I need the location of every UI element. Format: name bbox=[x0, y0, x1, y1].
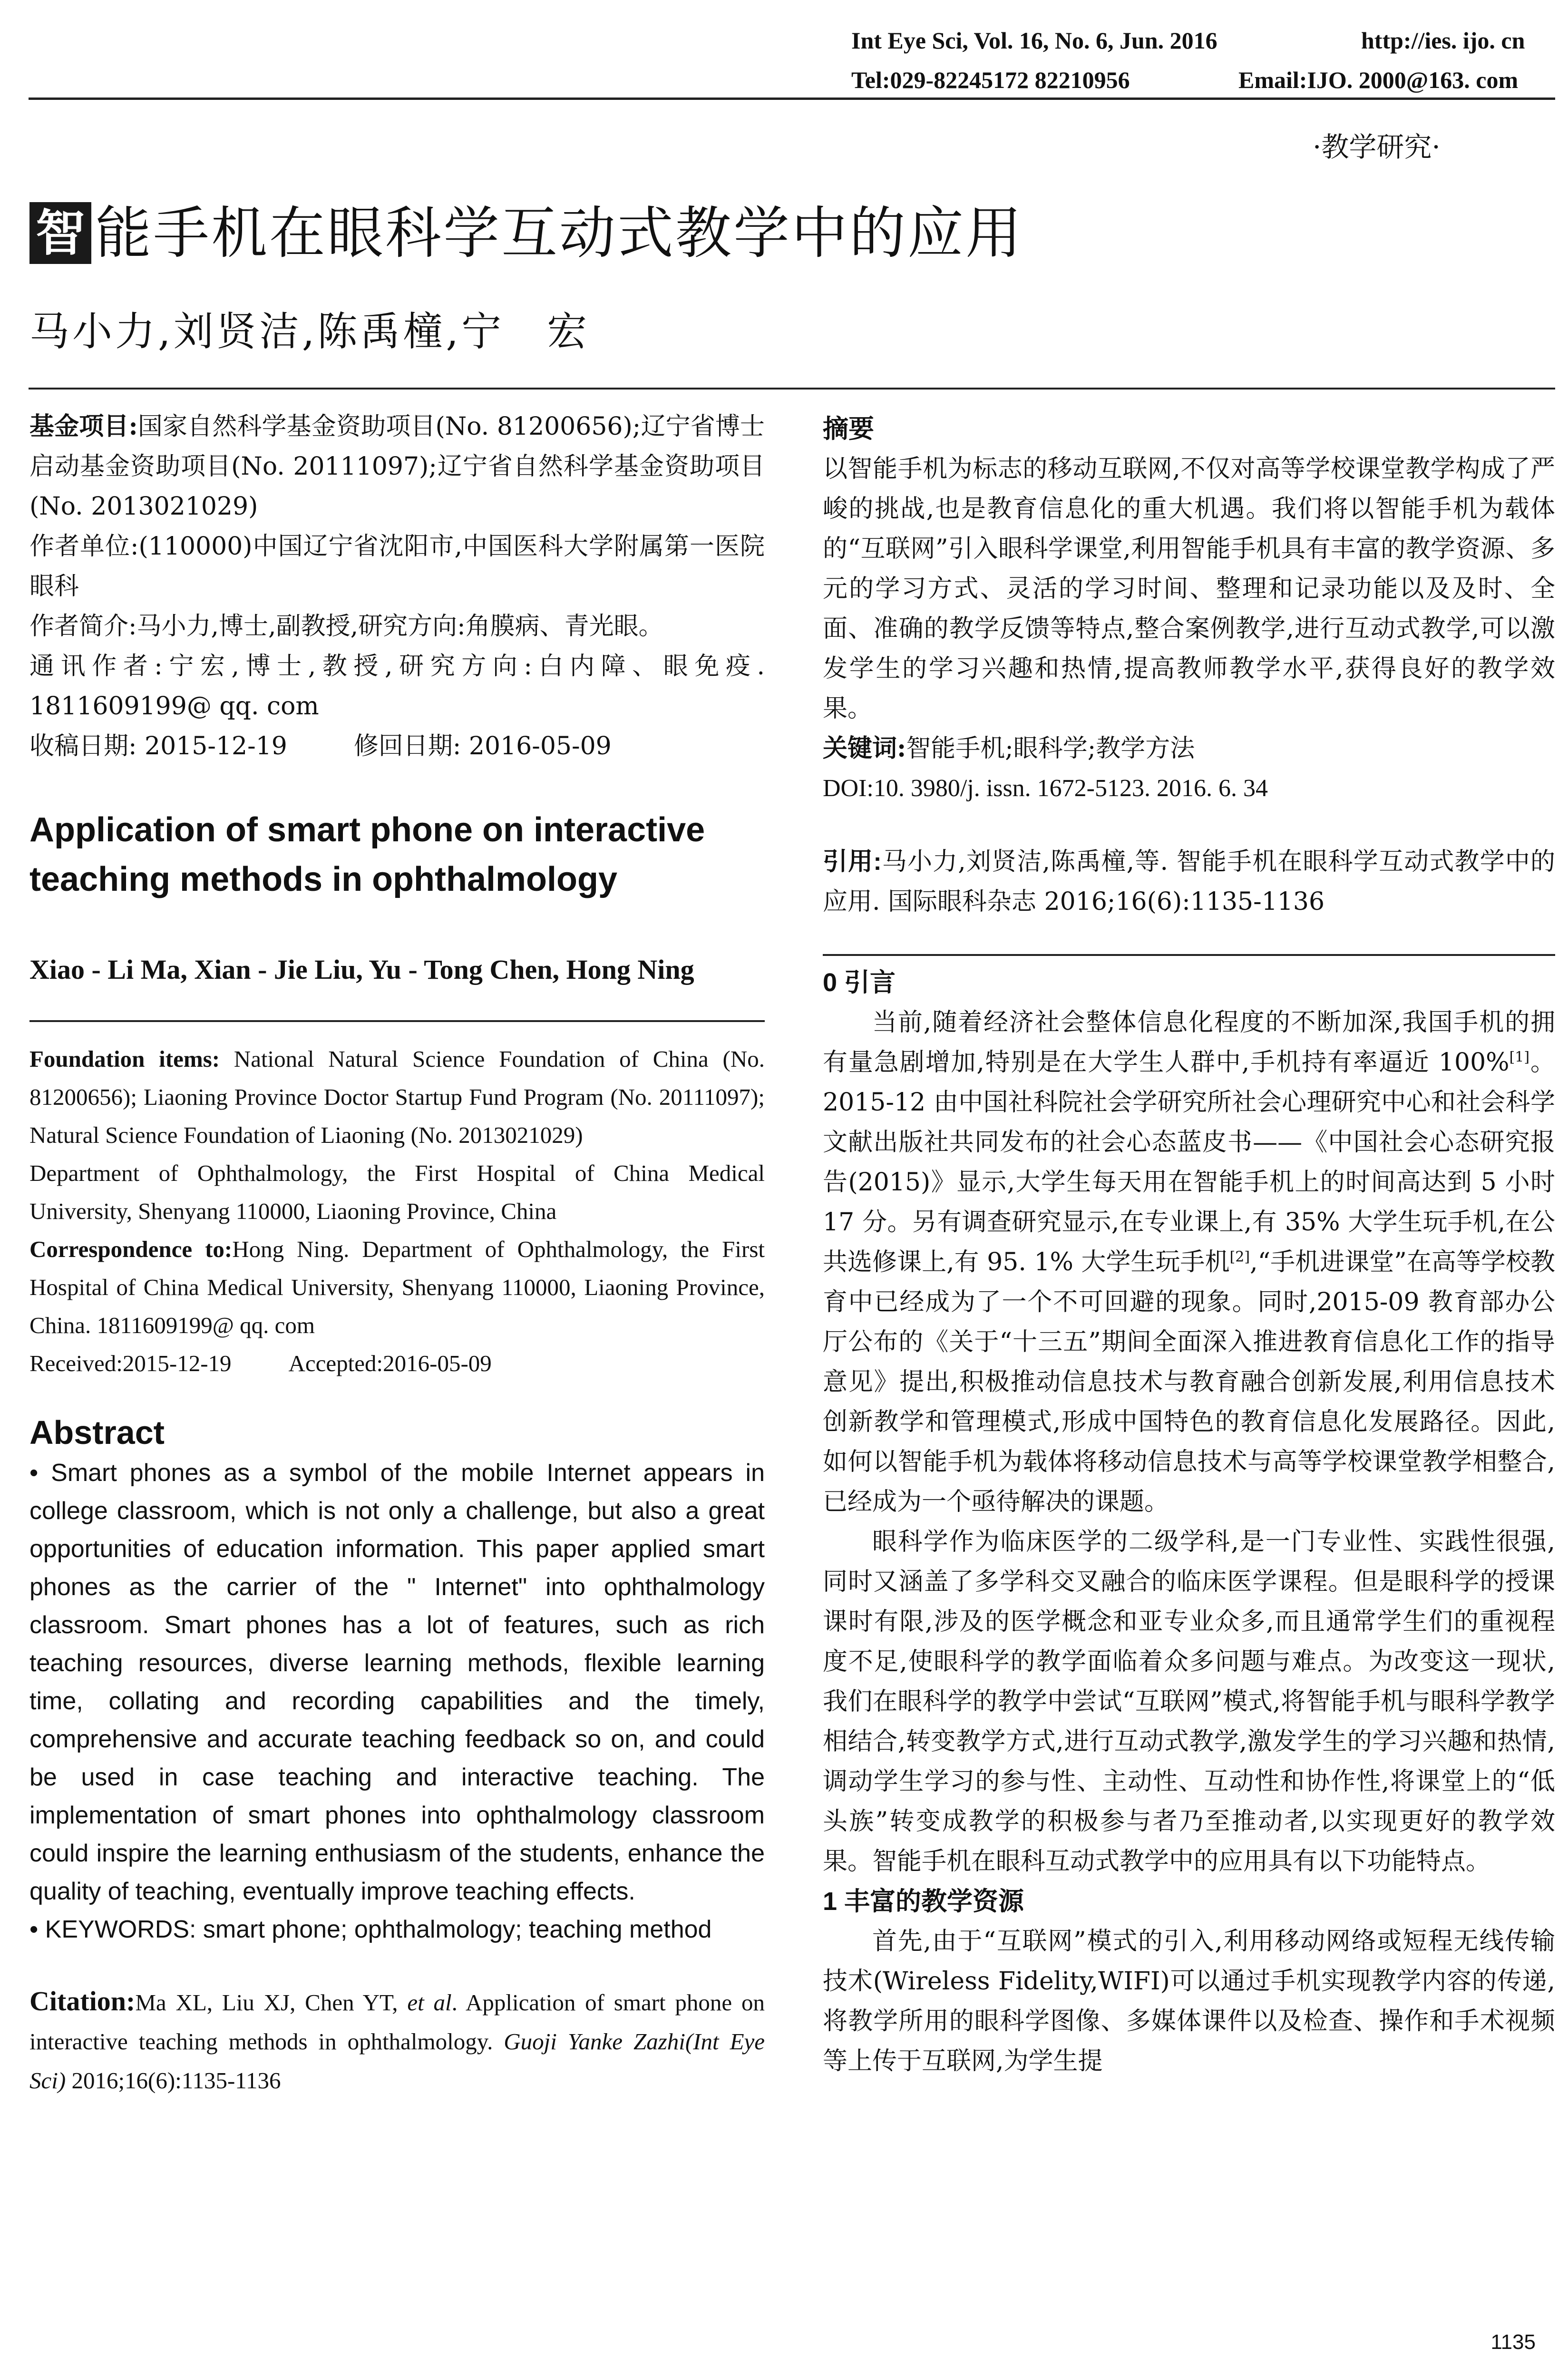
dates-cn bbox=[29, 726, 765, 766]
title-text: 能手机在眼科学互动式教学中的应用 bbox=[95, 200, 1024, 266]
citation-part-c: 2016;16(6):1135-1136 bbox=[66, 2067, 281, 2094]
citation-cn bbox=[823, 842, 1555, 922]
article-title bbox=[29, 202, 1023, 264]
title-dropcap: 智 bbox=[29, 202, 91, 264]
section-label: ·教学研究· bbox=[1313, 131, 1441, 163]
english-authors: Xiao - Li Ma, Xian - Jie Liu, Yu - Tong Chen, Hong Ning bbox=[29, 954, 694, 985]
ref-2[interactable]: [2] bbox=[1229, 1248, 1250, 1266]
received-cn: 收稿日期: 2015-12-19 bbox=[29, 732, 287, 760]
department-en: Department of Ophthalmology, the First Hospital of China Medical University, Shenyang 110000, Liaoning Province, China bbox=[29, 1160, 765, 1224]
citation-en bbox=[29, 1982, 765, 2100]
keywords-text-cn: 智能手机;眼科学;教学方法 bbox=[906, 734, 1195, 763]
para1-a: 当前,随着经济社会整体信息化程度的不断加深,我国手机的拥有量急剧增加,特别是在大学生人群中,手机持有率逼近 100% bbox=[823, 1008, 1555, 1077]
unit-cn: 作者单位:(110000)中国辽宁省沈阳市,中国医科大学附属第一医院眼科 bbox=[29, 532, 765, 601]
para1-c: ,“手机进课堂”在高等学校教育中已经成为了一个不可回避的现象。同时,2015-09 教育部办公厅公布的《关于“十三五”期间全面深入推进教育信息化工作的指导意见》提出,积极推动信息技术与教育融合创新发展,利用信息技术创新教学和管理模式,形成中国特色的教育信息化发展路径。因此,如何以智能手机为载体将移动信息技术与高等学校课堂教学相整合,已经成为一个亟待解决的课题。 bbox=[823, 1248, 1555, 1516]
authors-cn: 马小力,刘贤洁,陈禹橦,宁 宏 bbox=[29, 308, 590, 355]
abstract-heading-en: Abstract bbox=[29, 1414, 165, 1451]
title-rule bbox=[29, 388, 1555, 390]
foundation-items-text: National Natural Science Foundation of China (No. 81200656); Liaoning Province Doctor Startup Fund Program (No. 20111097); Natural Science Foundation of Liaoning (No. 2013021029) bbox=[29, 1046, 765, 1148]
citation-etal: et al bbox=[407, 1989, 452, 2016]
foundation-label: 基金项目: bbox=[29, 412, 138, 441]
citation-label-cn: 引用: bbox=[823, 848, 882, 876]
doi[interactable]: DOI:10. 3980/j. issn. 1672-5123. 2016. 6. 34 bbox=[823, 775, 1268, 802]
abstract-text-en: • Smart phones as a symbol of the mobile Internet appears in college classroom, which is not only a challenge, but also a great opportunities of education information. This paper applied smart phones as the carrier of the " Internet" into ophthalmology classroom. Smart phones has a lot of features, such as rich teaching resources, diverse learning methods, flexible learning time, collating and recording capabilities and the timely, comprehensive and accurate teaching feedback so on, and could be used in case teaching and interactive teaching. The implementation of smart phones into ophthalmology classroom could inspire the learning enthusiasm of the students, enhance the quality of teaching, eventually improve teaching effects. bbox=[29, 1459, 765, 1905]
abstract-heading-cn: 摘要 bbox=[823, 415, 874, 443]
correspondence-text: Hong Ning. Department of Ophthalmology, the First Hospital of China Medical University, Shenyang 110000, Liaoning Province, China. 1811609199@ qq. com bbox=[29, 1236, 765, 1338]
journal-tel: Tel:029-82245172 82210956 bbox=[851, 67, 1130, 93]
keywords-cn bbox=[823, 729, 1555, 769]
citation-journal: Guoji Yanke Zazhi(Int Eye Sci) bbox=[29, 2028, 765, 2094]
authors-rule bbox=[29, 992, 765, 1022]
citation-text-cn: 马小力,刘贤洁,陈禹橦,等. 智能手机在眼科学互动式教学中的应用. 国际眼科杂志 2016;16(6):1135-1136 bbox=[823, 848, 1555, 916]
citation-part-a: Ma XL, Liu XJ, Chen YT, bbox=[135, 1989, 408, 2016]
para1-b: 。2015-12 由中国社科院社会学研究所社会心理研究中心和社会科学文献出版社共同发布的社会心态蓝皮书——《中国社会心态研究报告(2015)》显示,大学生每天用在智能手机上的时间高达到 5 小时 17 分。另有调查研究显示,在专业课上,有 35% 大学生玩手机,在公共选修课上,有 95. 1% 大学生玩手机 bbox=[823, 1048, 1555, 1276]
keywords-label-cn: 关键词: bbox=[823, 734, 906, 763]
received-en: Received:2015-12-19 bbox=[29, 1350, 232, 1376]
foundation-items-label: Foundation items: bbox=[29, 1046, 220, 1072]
foundation-en bbox=[29, 1040, 765, 1154]
foundation-cn bbox=[29, 407, 765, 526]
revised-cn: 修回日期: 2016-05-09 bbox=[353, 732, 612, 760]
citation-part-b: . Application of smart phone on interactive teaching methods in ophthalmology. bbox=[29, 1989, 765, 2055]
citation-label: Citation: bbox=[29, 1986, 136, 2017]
right-column bbox=[823, 409, 1555, 2081]
intro-paragraph-1 bbox=[823, 1003, 1555, 1522]
corr-cn: 通讯作者:宁宏,博士,教授,研究方向:白内障、眼免疫. 1811609199@ qq. com bbox=[29, 652, 765, 721]
section-0-heading: 0 引言 bbox=[823, 968, 896, 997]
section-1-paragraph: 首先,由于“互联网”模式的引入,利用移动网络或短程无线传输技术(Wireless Fidelity,WIFI)可以通过手机实现教学内容的传递,将教学所用的眼科学图像、多媒体课件以及检查、操作和手术视频等上传于互联网,为学生提 bbox=[823, 1927, 1555, 2075]
bio-cn: 作者简介:马小力,博士,副教授,研究方向:角膜病、青光眼。 bbox=[29, 612, 663, 641]
header-rule bbox=[29, 97, 1555, 100]
journal-email[interactable]: Email:IJO. 2000@163. com bbox=[1238, 67, 1519, 93]
foundation-text: 国家自然科学基金资助项目(No. 81200656);辽宁省博士启动基金资助项目(No. 20111097);辽宁省自然科学基金资助项目(No. 2013021029) bbox=[29, 412, 765, 521]
correspondence-label: Correspondence to: bbox=[29, 1236, 233, 1262]
accepted-en: Accepted:2016-05-09 bbox=[288, 1350, 492, 1376]
section-1-heading: 1 丰富的教学资源 bbox=[823, 1887, 1024, 1916]
english-title: Application of smart phone on interactive teaching methods in ophthalmology bbox=[29, 811, 705, 898]
dates-en bbox=[29, 1344, 765, 1383]
journal-url[interactable]: http://ies. ijo. cn bbox=[1361, 27, 1525, 54]
correspondence-en bbox=[29, 1230, 765, 1344]
intro-paragraph-2: 眼科学作为临床医学的二级学科,是一门专业性、实践性很强,同时又涵盖了多学科交叉融合的临床医学课程。但是眼科学的授课课时有限,涉及的医学概念和亚专业众多,而且通常学生们的重视程度不足,使眼科学的教学面临着众多问题与难点。为改变这一现状,我们在眼科学的教学中尝试“互联网”模式,将智能手机与眼科学教学相结合,转变教学方式,进行互动式教学,激发学生的学习兴趣和热情,调动学生学习的参与性、主动性、互动性和协作性,将课堂上的“低头族”转变成教学的积极参与者乃至推动者,以实现更好的教学效果。智能手机在眼科互动式教学中的应用具有以下功能特点。 bbox=[823, 1528, 1555, 1876]
left-column bbox=[29, 407, 765, 2100]
citation-rule bbox=[823, 922, 1555, 956]
page-number: 1135 bbox=[1490, 2330, 1536, 2354]
keywords-en: • KEYWORDS: smart phone; ophthalmology; teaching method bbox=[29, 1916, 712, 1943]
abstract-text-cn: 以智能手机为标志的移动互联网,不仅对高等学校课堂教学构成了严峻的挑战,也是教育信息化的重大机遇。我们将以智能手机为载体的“互联网”引入眼科学课堂,利用智能手机具有丰富的教学资源、多元的学习方式、灵活的学习时间、整理和记录功能以及及时、全面、准确的教学反馈等特点,整合案例教学,进行互动式教学,可以激发学生的学习兴趣和热情,提高教师教学水平,获得良好的教学效果。 bbox=[823, 455, 1555, 723]
journal-citation-line: Int Eye Sci, Vol. 16, No. 6, Jun. 2016 bbox=[851, 27, 1217, 54]
ref-1[interactable]: [1] bbox=[1509, 1049, 1530, 1066]
